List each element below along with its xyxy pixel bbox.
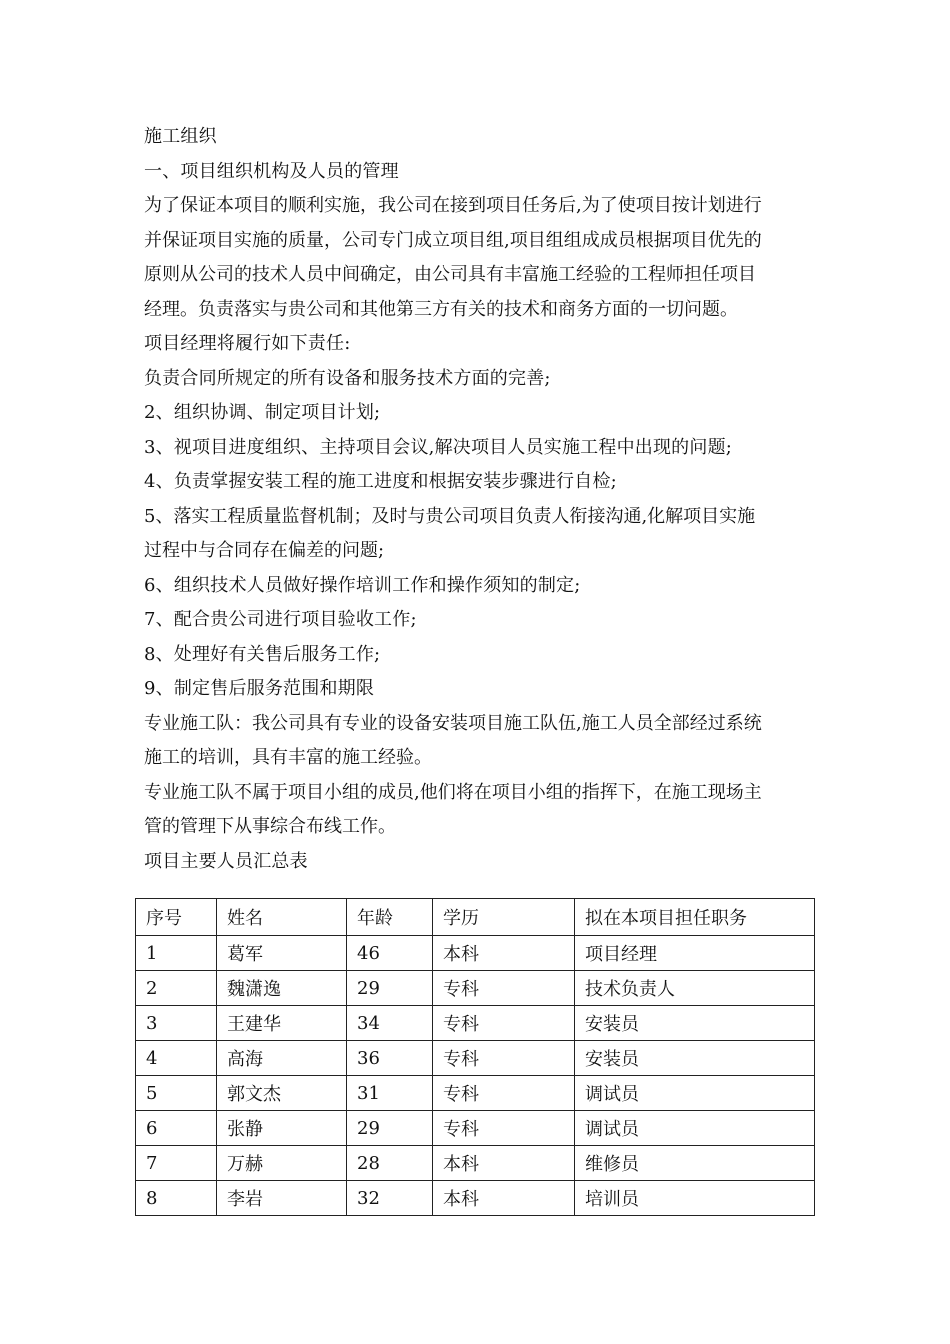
- table-cell: 2: [136, 971, 217, 1006]
- table-cell: 本科: [433, 936, 575, 971]
- table-cell: 安装员: [575, 1006, 815, 1041]
- duty-line: 过程中与合同存在偏差的问题;: [144, 540, 385, 561]
- document-body: [144, 120, 816, 879]
- duty-item: 6、组织技术人员做好操作培训工作和操作须知的制定;: [144, 574, 581, 596]
- column-header: 姓名: [217, 899, 347, 936]
- table-cell: 专科: [433, 1006, 575, 1041]
- table-row: [136, 1181, 815, 1216]
- table-row: [136, 1076, 815, 1111]
- column-header: 学历: [433, 899, 575, 936]
- intro-line: 原则从公司的技术人员中间确定，由公司具有丰富施工经验的工程师担任项目: [144, 264, 756, 285]
- table-cell: 29: [347, 1111, 433, 1146]
- table-row: [136, 1111, 815, 1146]
- table-cell: 郭文杰: [217, 1076, 347, 1111]
- table-row: [136, 1146, 815, 1181]
- team-line: 施工的培训，具有丰富的施工经验。: [144, 747, 432, 768]
- table-cell: 王建华: [217, 1006, 347, 1041]
- table-cell: 28: [347, 1146, 433, 1181]
- table-cell: 31: [347, 1076, 433, 1111]
- table-cell: 3: [136, 1006, 217, 1041]
- table-cell: 本科: [433, 1181, 575, 1216]
- table-cell: 高海: [217, 1041, 347, 1076]
- table-cell: 专科: [433, 971, 575, 1006]
- table-row: [136, 1041, 815, 1076]
- table-cell: 36: [347, 1041, 433, 1076]
- section-heading: 一、项目组织机构及人员的管理: [144, 160, 399, 182]
- duty-item: 9、制定售后服务范围和期限: [144, 678, 375, 699]
- table-cell: 5: [136, 1076, 217, 1111]
- duty-item: [144, 500, 816, 569]
- table-cell: 专科: [433, 1111, 575, 1146]
- table-cell: 8: [136, 1181, 217, 1216]
- table-cell: 维修员: [575, 1146, 815, 1181]
- table-cell: 张静: [217, 1111, 347, 1146]
- column-header: 年龄: [347, 899, 433, 936]
- duties-heading: 项目经理将履行如下责任:: [144, 333, 351, 354]
- table-cell: 万赫: [217, 1146, 347, 1181]
- table-cell: 葛军: [217, 936, 347, 971]
- table-cell: 安装员: [575, 1041, 815, 1076]
- table-cell: 调试员: [575, 1111, 815, 1146]
- table-cell: 32: [347, 1181, 433, 1216]
- table-cell: 项目经理: [575, 936, 815, 971]
- table-cell: 4: [136, 1041, 217, 1076]
- table-cell: 魏潇逸: [217, 971, 347, 1006]
- intro-line: 并保证项目实施的质量，公司专门成立项目组,项目组组成成员根据项目优先的: [144, 229, 762, 251]
- table-cell: 李岩: [217, 1181, 347, 1216]
- column-header: 拟在本项目担任职务: [575, 899, 815, 936]
- doc-title: 施工组织: [144, 126, 217, 147]
- duty-line: 5、落实工程质量监督机制；及时与贵公司项目负责人衔接沟通,化解项目实施: [144, 505, 756, 527]
- duty-item: 2、组织协调、制定项目计划;: [144, 402, 381, 423]
- table-cell: 技术负责人: [575, 971, 815, 1006]
- team-line: 管的管理下从事综合布线工作。: [144, 816, 396, 837]
- table-header-row: [136, 899, 815, 936]
- duty-item: 负责合同所规定的所有设备和服务技术方面的完善;: [144, 367, 551, 389]
- column-header: 序号: [136, 899, 217, 936]
- team-paragraph: [144, 707, 816, 776]
- table-row: [136, 971, 815, 1006]
- table-cell: 34: [347, 1006, 433, 1041]
- table-cell: 29: [347, 971, 433, 1006]
- staff-table: [135, 898, 815, 1216]
- duty-item: 4、负责掌握安装工程的施工进度和根据安装步骤进行自检;: [144, 471, 617, 492]
- intro-paragraph: [144, 189, 816, 327]
- intro-line: 为了保证本项目的顺利实施，我公司在接到项目任务后,为了使项目按计划进行: [144, 195, 762, 216]
- duty-item: 3、视项目进度组织、主持项目会议,解决项目人员实施工程中出现的问题;: [144, 436, 733, 458]
- table-cell: 6: [136, 1111, 217, 1146]
- team-paragraph-2: [144, 776, 816, 845]
- team-line: 专业施工队：我公司具有专业的设备安装项目施工队伍,施工人员全部经过系统: [144, 712, 762, 734]
- table-row: [136, 1006, 815, 1041]
- table-row: [136, 936, 815, 971]
- intro-line: 经理。负责落实与贵公司和其他第三方有关的技术和商务方面的一切问题。: [144, 298, 738, 320]
- duty-item: 7、配合贵公司进行项目验收工作;: [144, 609, 417, 630]
- table-cell: 专科: [433, 1041, 575, 1076]
- table-cell: 46: [347, 936, 433, 971]
- table-cell: 1: [136, 936, 217, 971]
- table-cell: 本科: [433, 1146, 575, 1181]
- table-cell: 专科: [433, 1076, 575, 1111]
- table-title: 项目主要人员汇总表: [144, 850, 308, 872]
- team-line: 专业施工队不属于项目小组的成员,他们将在项目小组的指挥下，在施工现场主: [144, 781, 762, 803]
- table-cell: 调试员: [575, 1076, 815, 1111]
- table-cell: 7: [136, 1146, 217, 1181]
- table-cell: 培训员: [575, 1181, 815, 1216]
- duty-item: 8、处理好有关售后服务工作;: [144, 643, 381, 665]
